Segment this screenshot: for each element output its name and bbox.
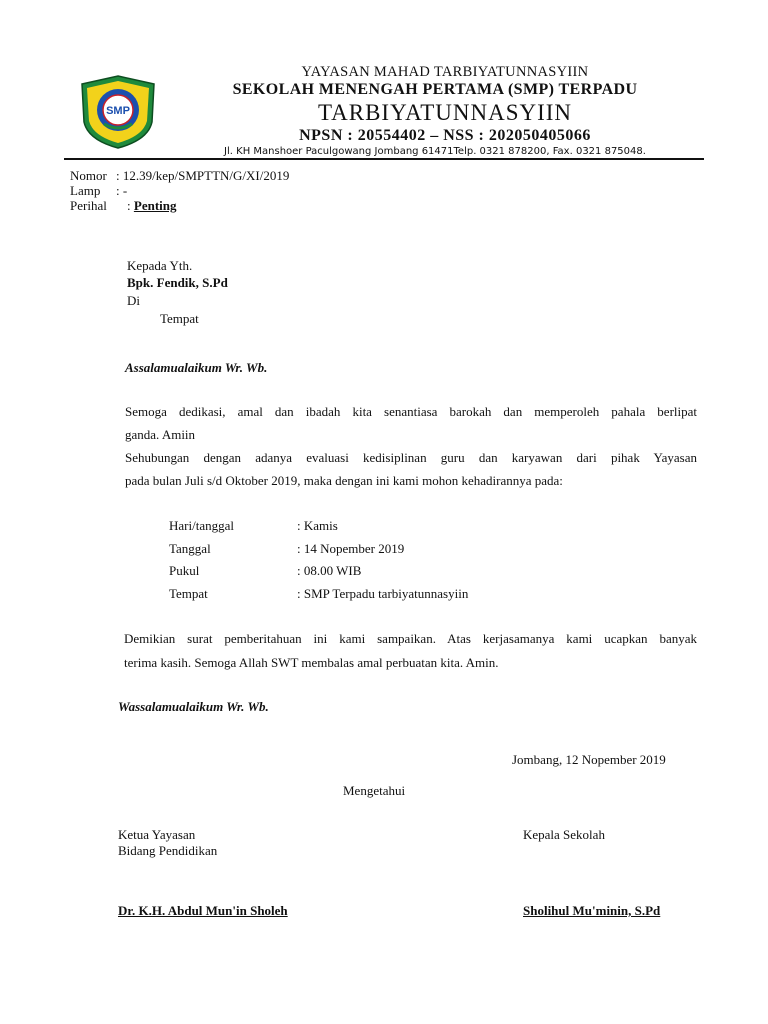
school-name: TARBIYATUNNASYIIN bbox=[317, 100, 573, 125]
foundation-name: YAYASAN MAHAD TARBIYATUNNASYIIN bbox=[301, 64, 589, 80]
schedule-value: : SMP Terpadu tarbiyatunnasyiin bbox=[297, 586, 469, 601]
school-ids: NPSN : 20554402 – NSS : 202050405066 bbox=[299, 127, 591, 144]
left-signer-title: Ketua Yayasan bbox=[118, 827, 196, 842]
lamp-value: : - bbox=[116, 183, 128, 198]
recipient-name: Bpk. Fendik, S.Pd bbox=[127, 275, 228, 290]
schedule-value: : 14 Nopember 2019 bbox=[297, 541, 405, 556]
schedule-label: Tanggal bbox=[169, 541, 211, 556]
lamp-label: Lamp bbox=[70, 183, 101, 198]
recipient-di: Di bbox=[127, 293, 140, 308]
perihal-value: Penting bbox=[133, 198, 177, 213]
left-signer-name: Dr. K.H. Abdul Mun'in Sholeh bbox=[118, 903, 288, 918]
mengetahui: Mengetahui bbox=[343, 783, 406, 798]
schedule-value: : Kamis bbox=[297, 518, 338, 533]
left-signer-subtitle: Bidang Pendidikan bbox=[118, 843, 218, 858]
paragraph2-line1: Sehubungan dengan adanya evaluasi kedisiplinan guru dan karyawan dari pihak Yayasan bbox=[125, 450, 697, 465]
paragraph1-line1: Semoga dedikasi, amal dan ibadah kita senantiasa barokah dan memperoleh pahala berlipat bbox=[125, 404, 697, 419]
closing-line1: Demikian surat pemberitahuan ini kami sampaikan. Atas kerjasamanya kami ucapkan banyak bbox=[124, 631, 697, 646]
closing-greeting: Wassalamualaikum Wr. Wb. bbox=[118, 699, 269, 714]
school-address: Jl. KH Manshoer Paculgowang Jombang 61471Telp. 0321 878200, Fax. 0321 875048. bbox=[224, 146, 646, 157]
opening-greeting: Assalamualaikum Wr. Wb. bbox=[125, 360, 268, 375]
school-logo bbox=[78, 74, 158, 150]
recipient-place: Tempat bbox=[160, 311, 199, 326]
date-place: Jombang, 12 Nopember 2019 bbox=[512, 752, 666, 767]
schedule-label: Hari/tanggal bbox=[169, 518, 234, 533]
right-signer-title: Kepala Sekolah bbox=[523, 827, 605, 842]
schedule-value: : 08.00 WIB bbox=[297, 563, 362, 578]
paragraph2-line2: pada bulan Juli s/d Oktober 2019, maka dengan ini kami mohon kehadirannya pada: bbox=[125, 473, 563, 488]
logo-text: SMP bbox=[106, 105, 130, 117]
paragraph1-line2: ganda. Amiin bbox=[125, 427, 196, 442]
perihal-sep: : Penting bbox=[127, 198, 177, 213]
nomor-value: : 12.39/kep/SMPTTN/G/XI/2019 bbox=[116, 168, 290, 183]
schedule-label: Pukul bbox=[169, 563, 200, 578]
school-type: SEKOLAH MENENGAH PERTAMA (SMP) TERPADU bbox=[232, 81, 638, 98]
schedule-label: Tempat bbox=[169, 586, 208, 601]
recipient-greeting: Kepada Yth. bbox=[127, 258, 193, 273]
nomor-label: Nomor bbox=[70, 168, 107, 183]
right-signer-name: Sholihul Mu'minin, S.Pd bbox=[523, 903, 661, 918]
header-divider bbox=[64, 158, 704, 160]
perihal-label: Perihal bbox=[70, 198, 107, 213]
closing-line2: terima kasih. Semoga Allah SWT membalas amal perbuatan kita. Amin. bbox=[124, 655, 499, 670]
